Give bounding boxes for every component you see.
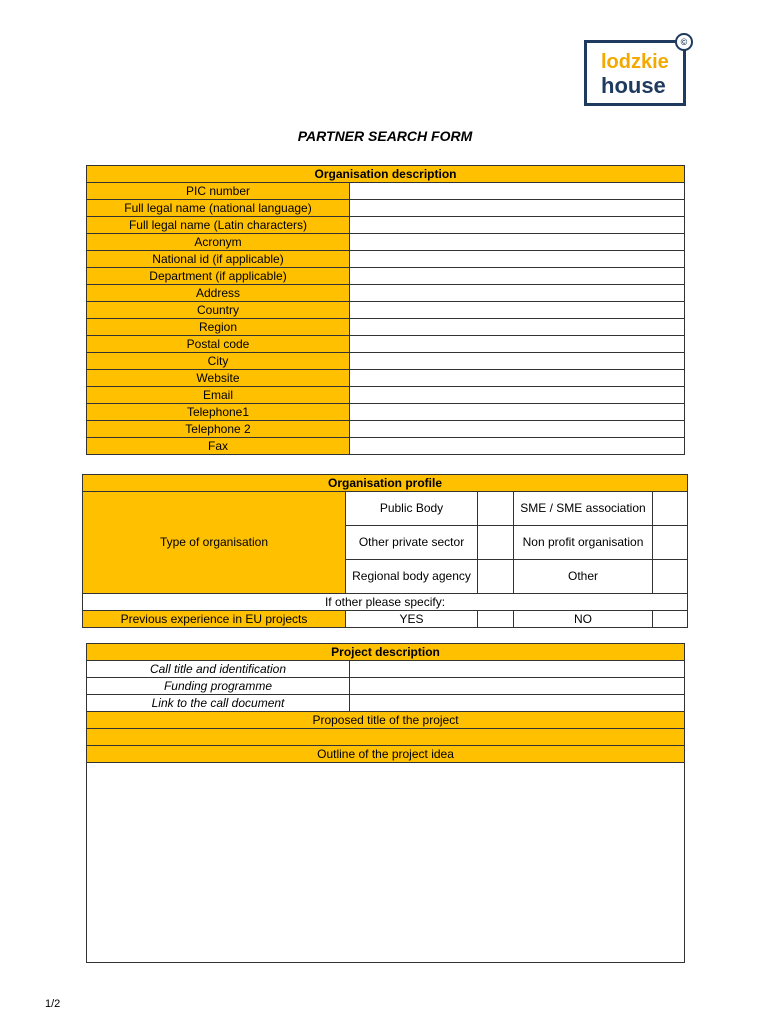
option-sme: SME / SME association [514,492,653,526]
lodzkie-house-logo [584,37,688,106]
table-row [87,370,685,387]
field-label: Link to the call document [87,695,350,712]
table-row [87,200,685,217]
table-row [87,234,685,251]
field-label: Address [87,285,350,302]
field-label: PIC number [87,183,350,200]
other-specify-field[interactable]: If other please specify: [83,594,688,611]
option-public-body: Public Body [346,492,478,526]
field-input[interactable] [350,421,685,438]
field-input[interactable] [350,353,685,370]
type-of-organisation-label: Type of organisation [83,492,346,594]
field-input[interactable] [350,285,685,302]
table-row [87,695,685,712]
checkbox-no[interactable] [653,611,688,628]
field-label: Call title and identification [87,661,350,678]
option-other: Other [514,560,653,594]
field-label: Postal code [87,336,350,353]
checkbox-sme[interactable] [653,492,688,526]
field-input[interactable] [350,251,685,268]
table-row [87,404,685,421]
outline-input[interactable] [87,763,685,963]
field-label: Full legal name (national language) [87,200,350,217]
field-label: Full legal name (Latin characters) [87,217,350,234]
project-description-table [86,643,685,963]
table-row [87,285,685,302]
field-label: Telephone 2 [87,421,350,438]
table-row [87,661,685,678]
field-input[interactable] [350,336,685,353]
outline-label: Outline of the project idea [87,746,685,763]
checkbox-yes[interactable] [478,611,514,628]
field-label: Fax [87,438,350,455]
field-input[interactable] [350,661,685,678]
field-label: Telephone1 [87,404,350,421]
organisation-profile-table [82,474,688,628]
field-input[interactable] [350,387,685,404]
field-label: Acronym [87,234,350,251]
field-label: Funding programme [87,678,350,695]
table-row [87,183,685,200]
org-description-header: Organisation description [87,166,685,183]
field-input[interactable] [350,678,685,695]
proposed-title-label: Proposed title of the project [87,712,685,729]
table-row [87,421,685,438]
field-input[interactable] [350,234,685,251]
field-input[interactable] [350,302,685,319]
table-row [87,251,685,268]
field-label: Website [87,370,350,387]
option-yes: YES [346,611,478,628]
proposed-title-input[interactable] [87,729,685,746]
org-profile-header: Organisation profile [83,475,688,492]
option-non-profit: Non profit organisation [514,526,653,560]
field-input[interactable] [350,319,685,336]
page-title: PARTNER SEARCH FORM [297,128,473,144]
checkbox-regional-body[interactable] [478,560,514,594]
table-row [87,678,685,695]
field-label: Email [87,387,350,404]
checkbox-non-profit[interactable] [653,526,688,560]
field-input[interactable] [350,438,685,455]
eu-experience-label: Previous experience in EU projects [83,611,346,628]
option-other-private-sector: Other private sector [346,526,478,560]
table-row [87,387,685,404]
field-input[interactable] [350,183,685,200]
table-row [87,217,685,234]
option-no: NO [514,611,653,628]
field-label: City [87,353,350,370]
table-row [87,353,685,370]
logo-line-1: lodzkie [601,51,669,73]
table-row [87,438,685,455]
table-row [87,302,685,319]
field-input[interactable] [350,695,685,712]
field-label: Region [87,319,350,336]
field-input[interactable] [350,268,685,285]
field-label: National id (if applicable) [87,251,350,268]
checkbox-public-body[interactable] [478,492,514,526]
page-number: 1/2 [45,998,61,1010]
project-description-header: Project description [87,644,685,661]
field-input[interactable] [350,217,685,234]
checkbox-other[interactable] [653,560,688,594]
option-regional-body: Regional body agency [346,560,478,594]
copyright-icon: © [675,33,693,51]
field-input[interactable] [350,370,685,387]
field-input[interactable] [350,200,685,217]
logo-line-2: house [601,73,666,98]
field-input[interactable] [350,404,685,421]
field-label: Department (if applicable) [87,268,350,285]
table-row [87,336,685,353]
field-label: Country [87,302,350,319]
table-row [87,319,685,336]
checkbox-other-private-sector[interactable] [478,526,514,560]
organisation-description-table [86,165,685,455]
table-row [87,268,685,285]
